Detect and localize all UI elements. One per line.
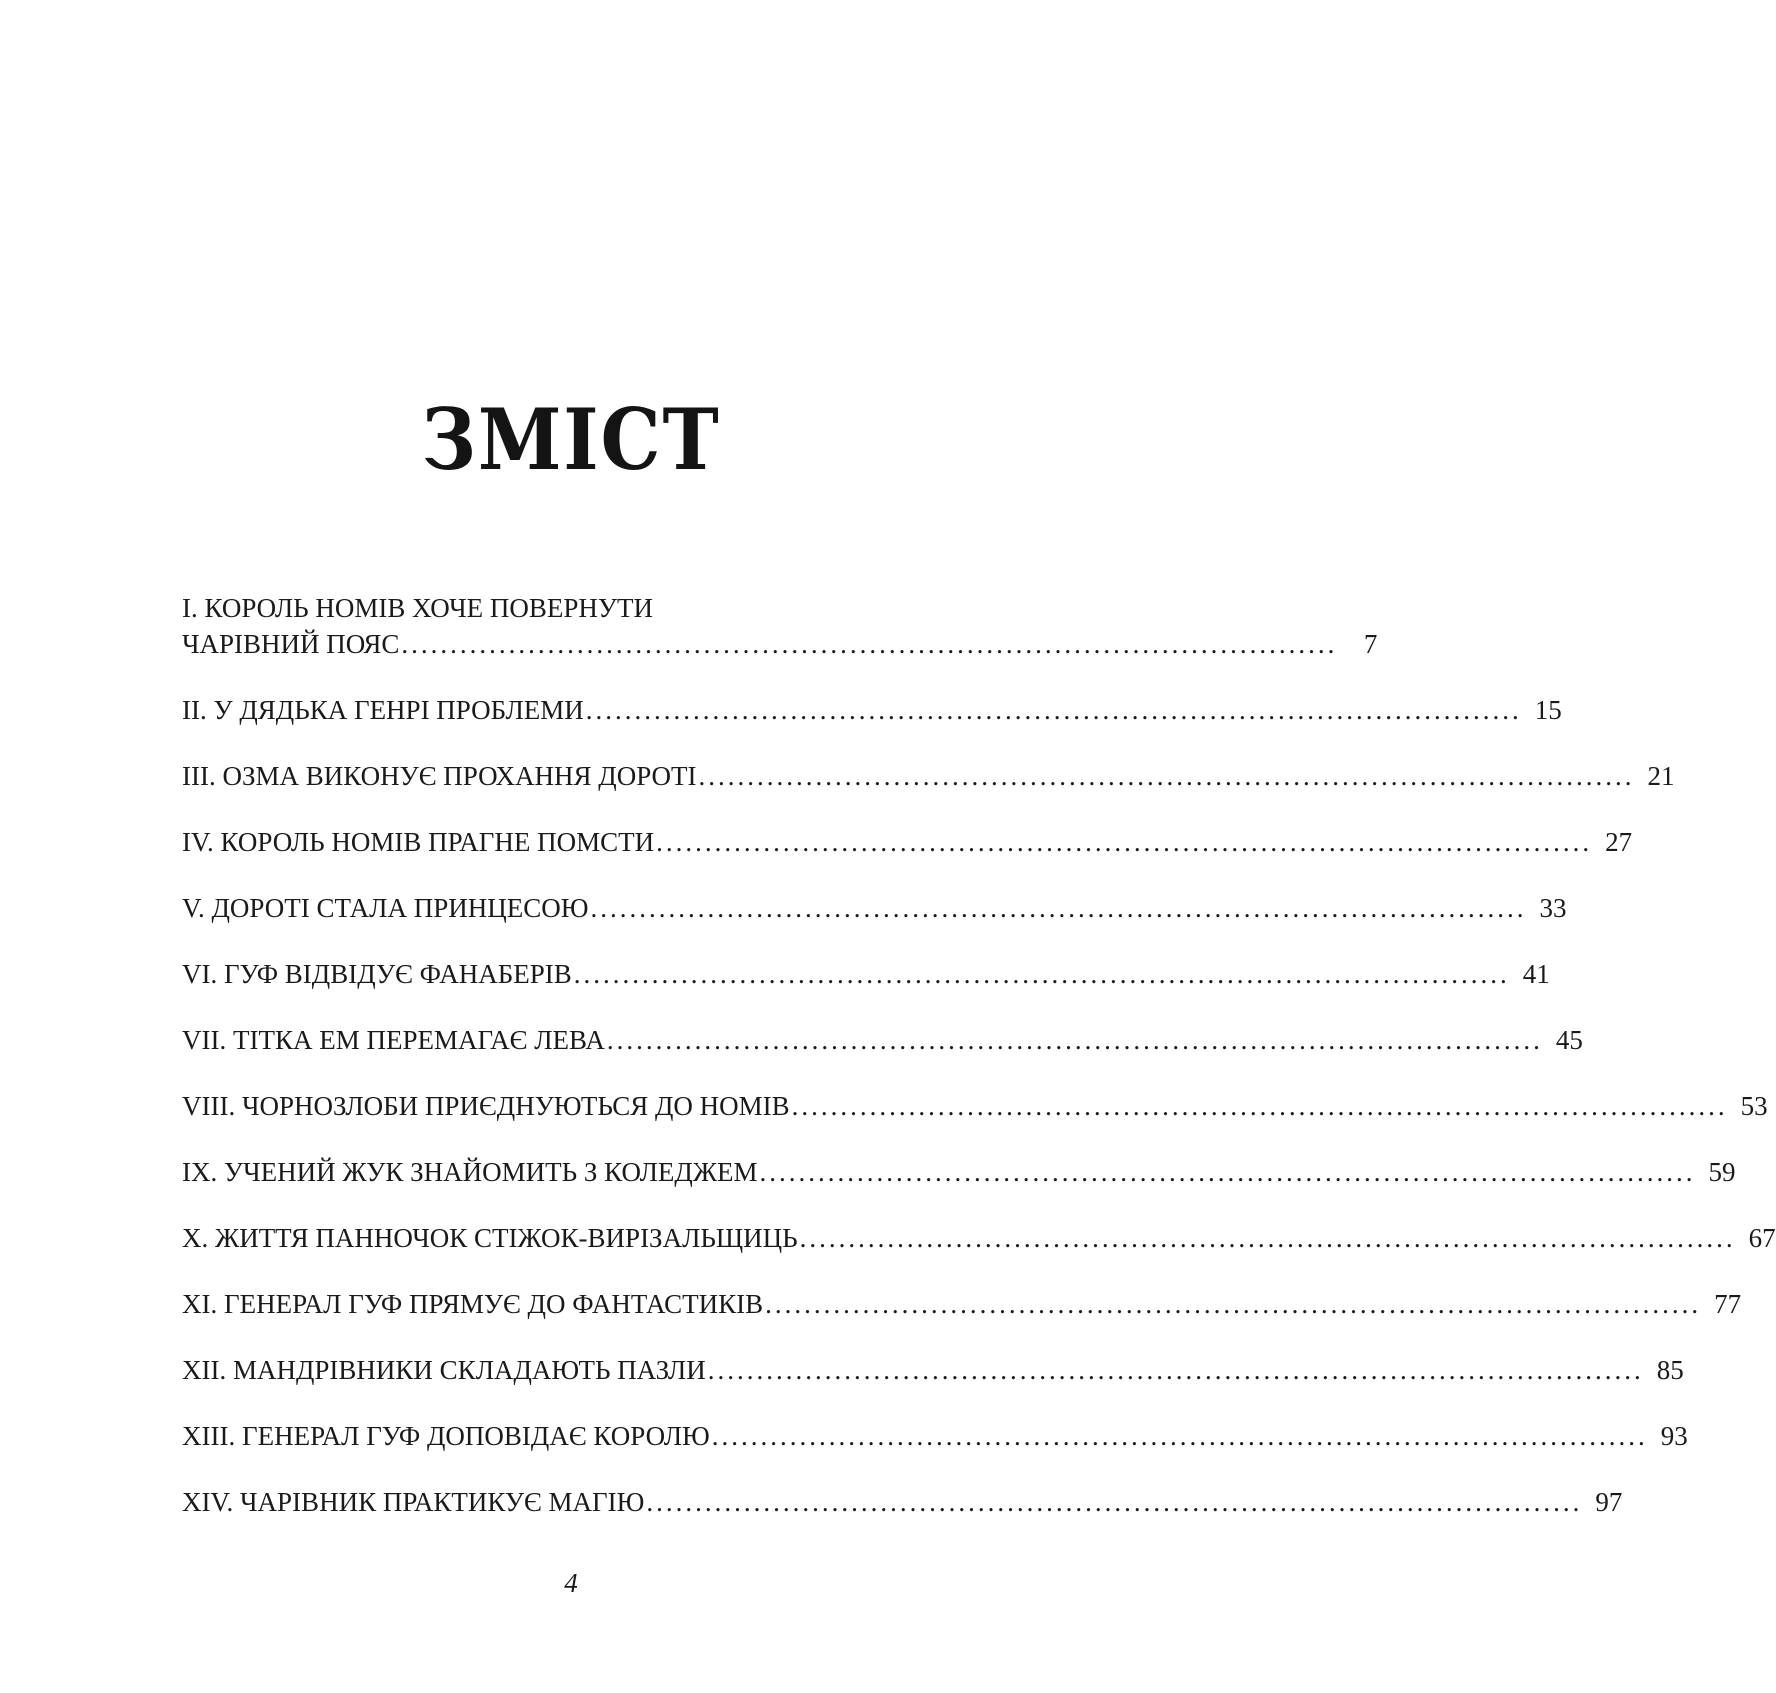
toc-entry-title: II. У ДЯДЬКА ГЕНРІ ПРОБЛЕМИ	[182, 695, 584, 725]
toc-page-number: 15	[1534, 695, 1562, 725]
toc-page-number: 97	[1595, 1487, 1623, 1517]
toc-entry[interactable]	[182, 1154, 1736, 1190]
toc-page-number: 21	[1647, 761, 1675, 791]
dot-leader: ................................................................................................	[573, 959, 1510, 989]
toc-entry-title: IX. УЧЕНИЙ ЖУК ЗНАЙОМИТЬ З КОЛЕДЖЕМ	[182, 1157, 758, 1187]
toc-entry-title: VIII. ЧОРНОЗЛОБИ ПРИЄДНУЮТЬСЯ ДО НОМІВ	[182, 1091, 790, 1121]
toc-page-number: 33	[1539, 893, 1567, 923]
toc-entry[interactable]	[182, 1220, 1776, 1256]
page-number: 4	[564, 1568, 578, 1598]
toc-entry-title: VI. ГУФ ВІДВІДУЄ ФАНАБЕРІВ	[182, 959, 572, 989]
toc-page-number: 93	[1660, 1421, 1688, 1451]
toc-entry-title: XIII. ГЕНЕРАЛ ГУФ ДОПОВІДАЄ КОРОЛЮ	[182, 1421, 710, 1451]
toc-page-number: 85	[1656, 1355, 1684, 1385]
toc-page-number: 53	[1740, 1091, 1768, 1121]
toc-entry[interactable]	[182, 1418, 1688, 1454]
toc-entry-title: XI. ГЕНЕРАЛ ГУФ ПРЯМУЄ ДО ФАНТАСТИКІВ	[182, 1289, 764, 1319]
toc-entry[interactable]	[182, 590, 1378, 662]
dot-leader: ................................................................................................	[698, 761, 1635, 791]
table-of-contents	[182, 590, 1776, 1550]
toc-entry[interactable]	[182, 1484, 1623, 1520]
toc-page-number: 27	[1605, 827, 1633, 857]
toc-entry[interactable]	[182, 890, 1567, 926]
toc-entry[interactable]	[182, 1286, 1742, 1322]
toc-entry-title: V. ДОРОТІ СТАЛА ПРИНЦЕСОЮ	[182, 893, 589, 923]
dot-leader: ................................................................................................	[606, 1025, 1543, 1055]
dot-leader: ................................................................................................	[707, 1355, 1644, 1385]
page-title: ЗМІСТ	[421, 390, 721, 489]
toc-entry[interactable]	[182, 1022, 1583, 1058]
toc-page-number: 45	[1555, 1025, 1583, 1055]
dot-leader: ................................................................................................	[759, 1157, 1696, 1187]
toc-entry[interactable]	[182, 692, 1562, 728]
toc-entry-title-line: I. КОРОЛЬ НОМІВ ХОЧЕ ПОВЕРНУТИ	[182, 593, 654, 623]
toc-entry-title: ЧАРІВНИЙ ПОЯС	[182, 629, 400, 659]
toc-entry-title: III. ОЗМА ВИКОНУЄ ПРОХАННЯ ДОРОТІ	[182, 761, 697, 791]
dot-leader: ................................................................................................	[590, 893, 1527, 923]
toc-page-number: 77	[1714, 1289, 1742, 1319]
dot-leader: ................................................................................................	[646, 1487, 1583, 1517]
toc-entry[interactable]	[182, 758, 1675, 794]
dot-leader: ................................................................................................	[711, 1421, 1648, 1451]
dot-leader: ................................................................................................	[585, 695, 1522, 725]
dot-leader: ................................................................................................	[401, 629, 1338, 659]
toc-entry[interactable]	[182, 1088, 1768, 1124]
toc-entry-title: XII. МАНДРІВНИКИ СКЛАДАЮТЬ ПАЗЛИ	[182, 1355, 706, 1385]
toc-entry-title: IV. КОРОЛЬ НОМІВ ПРАГНЕ ПОМСТИ	[182, 827, 655, 857]
toc-page-number: 59	[1708, 1157, 1736, 1187]
toc-entry-title: XIV. ЧАРІВНИК ПРАКТИКУЄ МАГІЮ	[182, 1487, 645, 1517]
toc-page-number: 7	[1363, 629, 1378, 659]
dot-leader: ................................................................................................	[656, 827, 1593, 857]
dot-leader: ................................................................................................	[765, 1289, 1702, 1319]
toc-page-number: 41	[1522, 959, 1550, 989]
dot-leader: ................................................................................................	[799, 1223, 1736, 1253]
toc-entry[interactable]	[182, 956, 1550, 992]
dot-leader: ................................................................................................	[791, 1091, 1728, 1121]
toc-page-number: 67	[1748, 1223, 1776, 1253]
toc-entry-title: VII. ТІТКА ЕМ ПЕРЕМАГАЄ ЛЕВА	[182, 1025, 605, 1055]
toc-entry[interactable]	[182, 1352, 1684, 1388]
toc-entry[interactable]	[182, 824, 1633, 860]
toc-entry-title: X. ЖИТТЯ ПАННОЧОК СТІЖОК-ВИРІЗАЛЬЩИЦЬ	[182, 1223, 798, 1253]
